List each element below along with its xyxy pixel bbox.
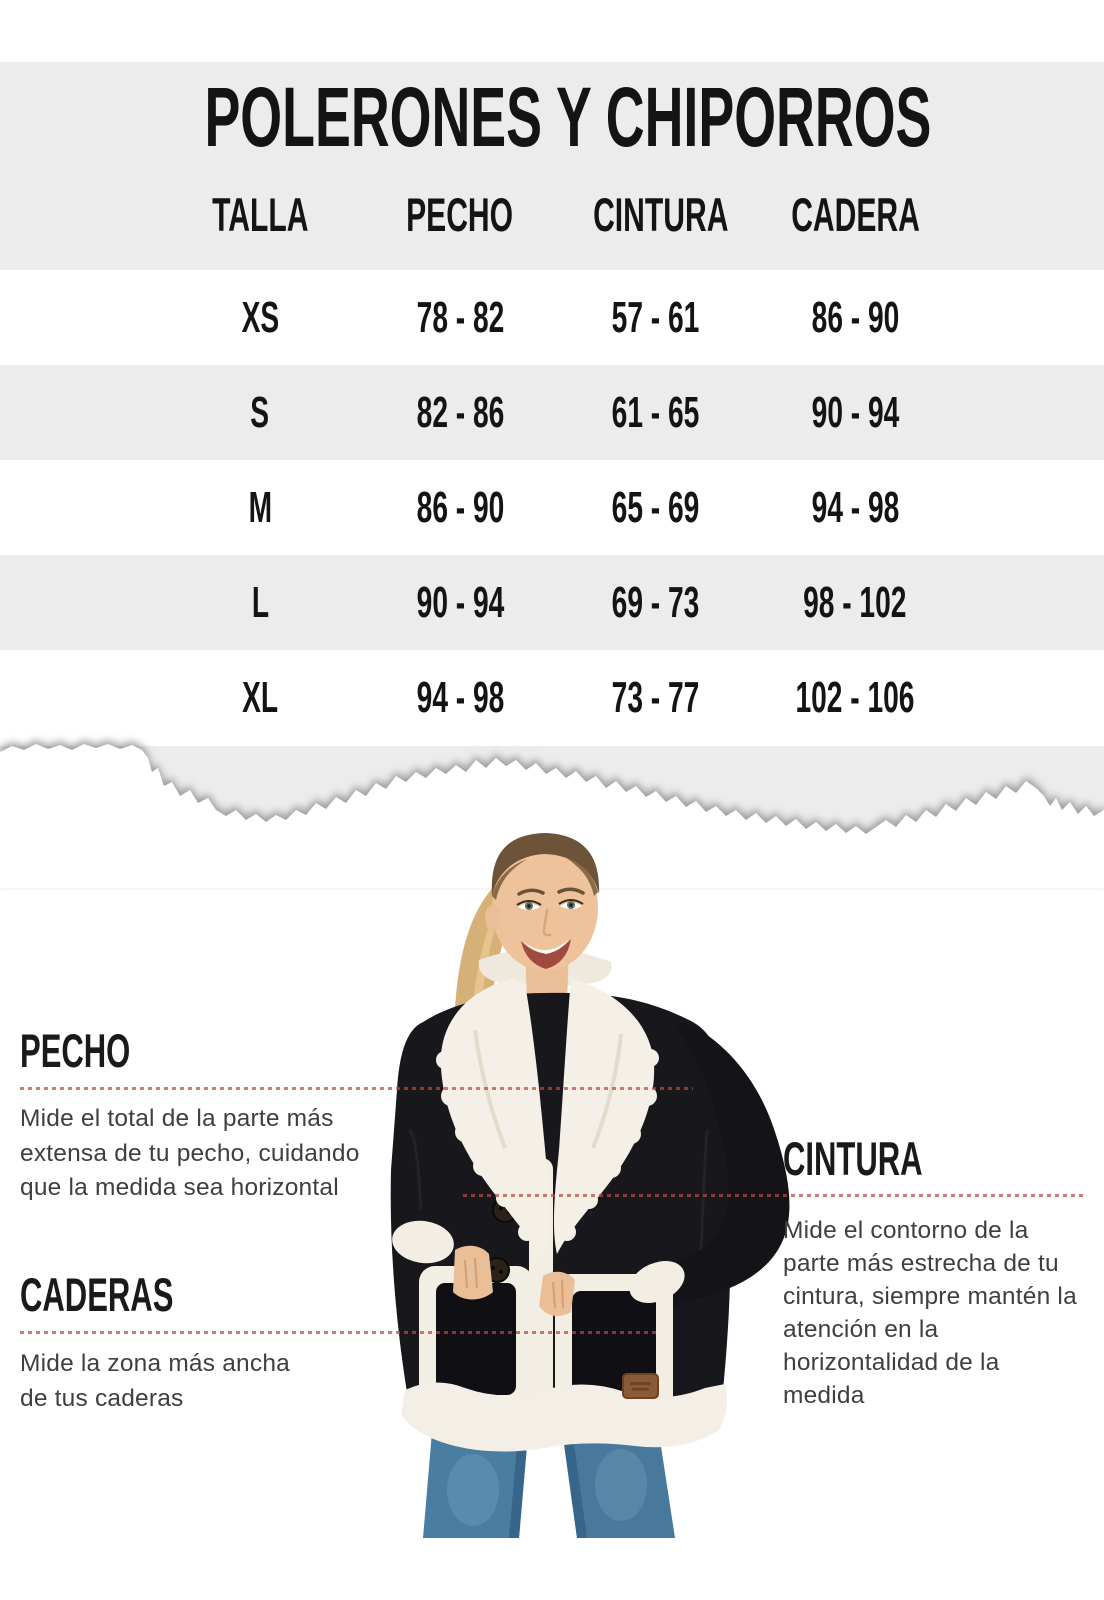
cintura-text-line: Mide el contorno de la [783, 1217, 1029, 1244]
size-cell: XS [241, 292, 279, 342]
caderas-section-heading: CADERAS [20, 1268, 174, 1321]
cintura-text-line: medida [783, 1382, 865, 1409]
caderas-section-text [20, 1346, 290, 1416]
table-row-m [155, 460, 955, 555]
pecho-measure-line [20, 1087, 693, 1090]
col-header-pecho: PECHO [406, 187, 514, 241]
page-title-text: POLERONES Y CHIPORROS [204, 70, 932, 164]
cadera-cell: 90 - 94 [811, 387, 899, 437]
page-title [0, 70, 1104, 164]
model-photo [305, 830, 805, 1540]
cintura-text-line: atención en la [783, 1316, 939, 1343]
pecho-cell: 78 - 82 [416, 292, 504, 342]
col-header-cintura: CINTURA [593, 187, 729, 241]
cintura-cell: 69 - 73 [611, 577, 699, 627]
cintura-measure-line [463, 1194, 1083, 1197]
size-cell: L [251, 577, 269, 627]
size-cell: M [248, 482, 272, 532]
pecho-cell: 94 - 98 [416, 672, 504, 722]
col-header-cadera: CADERA [791, 187, 920, 241]
size-cell: S [250, 387, 270, 437]
pecho-section-text [20, 1102, 360, 1206]
table-header-row [155, 183, 955, 245]
pecho-text-line: Mide el total de la parte más [20, 1105, 334, 1132]
caderas-text-line: de tus caderas [20, 1385, 184, 1412]
cintura-section-heading: CINTURA [783, 1132, 923, 1185]
table-row-xs [155, 270, 955, 365]
cintura-section-text [783, 1214, 1077, 1412]
pecho-cell: 90 - 94 [416, 577, 504, 627]
pecho-section-heading: PECHO [20, 1024, 131, 1077]
face [485, 833, 599, 971]
cadera-cell: 98 - 102 [803, 577, 907, 627]
cintura-cell: 61 - 65 [611, 387, 699, 437]
cadera-cell: 94 - 98 [811, 482, 899, 532]
leather-label [623, 1374, 658, 1398]
cintura-cell: 57 - 61 [611, 292, 699, 342]
size-cell: XL [241, 672, 278, 722]
cintura-cell: 65 - 69 [611, 482, 699, 532]
cintura-cell: 73 - 77 [611, 672, 699, 722]
cadera-cell: 102 - 106 [795, 672, 915, 722]
pecho-cell: 82 - 86 [416, 387, 504, 437]
pecho-text-line: que la medida sea horizontal [20, 1174, 339, 1201]
caderas-text-line: Mide la zona más ancha [20, 1350, 290, 1377]
pecho-cell: 86 - 90 [416, 482, 504, 532]
cintura-text-line: horizontalidad de la [783, 1349, 1000, 1376]
cintura-text-line: cintura, siempre mantén la [783, 1283, 1077, 1310]
cadera-cell: 86 - 90 [811, 292, 899, 342]
table-row-s [155, 365, 955, 460]
cintura-text-line: parte más estrecha de tu [783, 1250, 1059, 1277]
pecho-text-line: extensa de tu pecho, cuidando [20, 1139, 360, 1167]
col-header-talla: TALLA [211, 187, 309, 241]
table-row-l [155, 555, 955, 650]
caderas-measure-line [20, 1331, 658, 1334]
